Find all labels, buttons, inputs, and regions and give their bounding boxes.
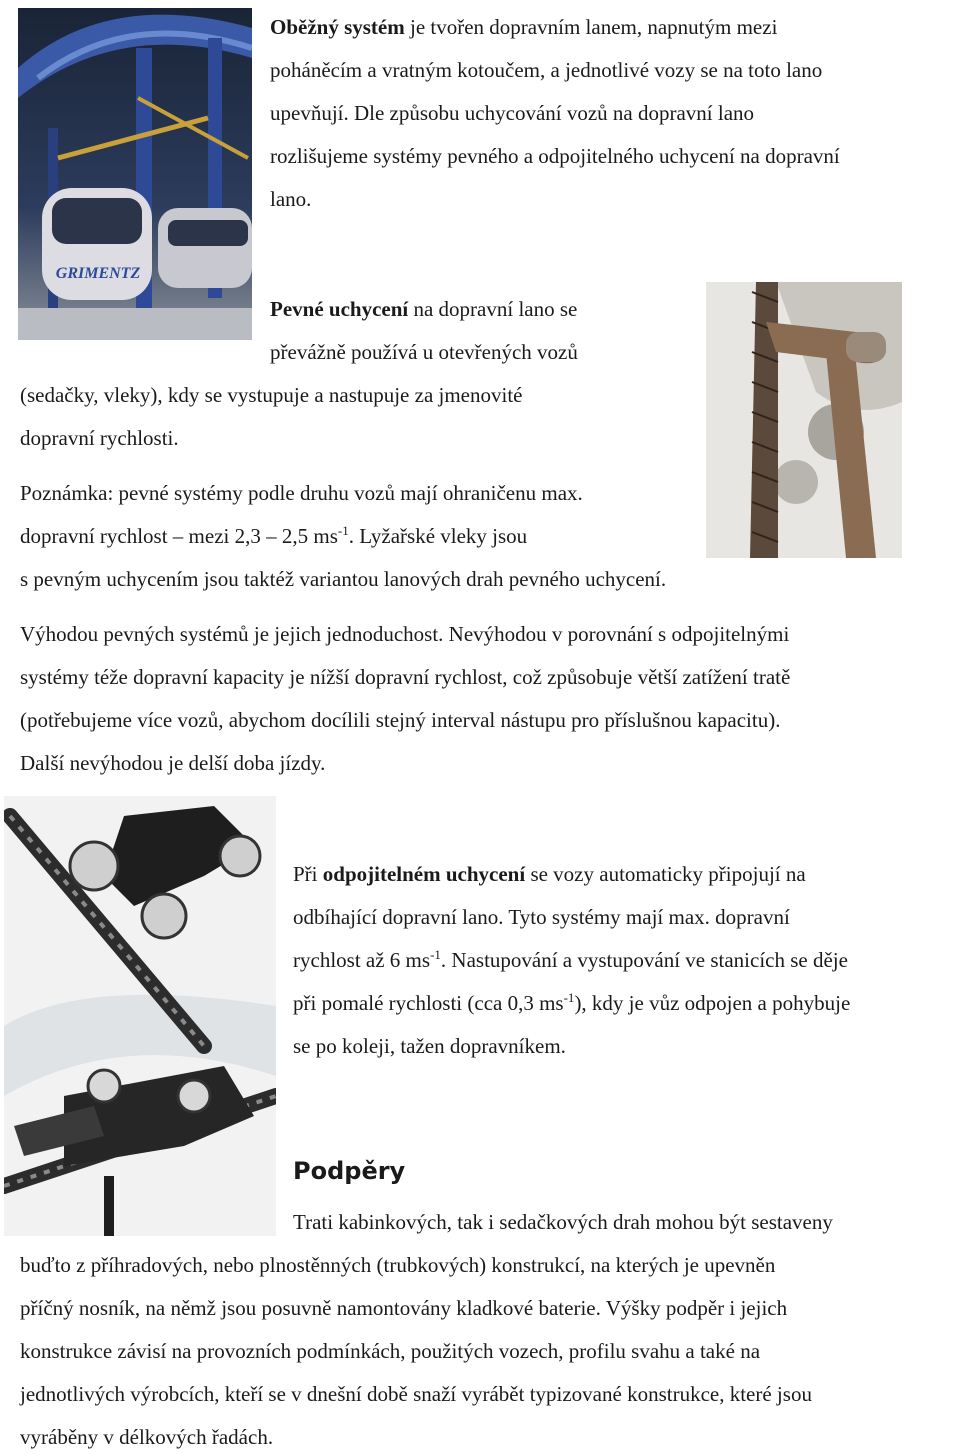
- section5-line2: buďto z příhradových, nebo plnostěnných (trubkových) konstrukcí, na kterých je upevněn: [20, 1253, 776, 1277]
- section2-line3: (sedačky, vleky), kdy se vystupuje a nastupuje za jmenovité: [20, 383, 523, 407]
- section4-line5: se po koleji, tažen dopravníkem.: [293, 1034, 566, 1058]
- fixed-grip-photo: [706, 282, 902, 558]
- section1-line4: rozlišujeme systémy pevného a odpojitelného uchycení na dopravní: [270, 144, 840, 168]
- section5-heading: Podpěry: [293, 1157, 406, 1185]
- detachable-grip-photo: [4, 796, 276, 1236]
- gondola-logo-text: GRIMENTZ: [55, 265, 141, 282]
- section2-line4: dopravní rychlosti.: [20, 426, 179, 450]
- gondola-station-photo: [18, 8, 252, 340]
- section1-line1-rest: je tvořen dopravním lanem, napnutým mezi: [404, 15, 778, 39]
- section5-line6: vyráběny v délkových řadách.: [20, 1425, 274, 1449]
- section2-note-line3: s pevným uchycením jsou taktéž variantou lanových drah pevného uchycení.: [20, 567, 667, 591]
- section4-line2: odbíhající dopravní lano. Tyto systémy mají max. dopravní: [293, 905, 790, 929]
- section4-line4-b: ), kdy je vůz odpojen a pohybuje: [574, 991, 851, 1015]
- section2-line2: převážně používá u otevřených vozů: [270, 340, 578, 364]
- section5-line3: příčný nosník, na němž jsou posuvně namontovány kladkové baterie. Výšky podpěr i jejich: [20, 1296, 788, 1320]
- section4-line1: [293, 861, 806, 887]
- section4-line4-sup: -1: [563, 990, 575, 1005]
- section4-line3: [293, 947, 848, 973]
- section3-line1: Výhodou pevných systémů je jejich jednoduchost. Nevýhodou v porovnání s odpojitelnými: [20, 622, 790, 646]
- section2-note-line2-a: dopravní rychlost – mezi 2,3 – 2,5 ms: [20, 524, 338, 548]
- section2-note-line1: Poznámka: pevné systémy podle druhu vozů mají ohraničenu max.: [20, 481, 583, 505]
- section1-line2: poháněcím a vratným kotoučem, a jednotlivé vozy se na toto lano: [270, 58, 823, 82]
- section3-line3: (potřebujeme více vozů, abychom docílili stejný interval nástupu pro příslušnou kapacitu).: [20, 708, 781, 732]
- section4-line4-a: při pomalé rychlosti (cca 0,3 ms: [293, 991, 564, 1015]
- section4-line4: [293, 990, 850, 1016]
- section3-line4: Další nevýhodou je delší doba jízdy.: [20, 751, 326, 775]
- section1-line3: upevňují. Dle způsobu uchycování vozů na dopravní lano: [270, 101, 755, 125]
- section2-line1: [270, 296, 577, 322]
- section1-lead-bold: Oběžný systém: [270, 15, 405, 39]
- section4-line1-b: se vozy automaticky připojují na: [525, 862, 806, 886]
- section2-note-line2-b: . Lyžařské vleky jsou: [348, 524, 528, 548]
- section2-lead-bold: Pevné uchycení: [270, 297, 409, 321]
- section4-line1-a: Při: [293, 862, 323, 886]
- section4-line3-sup: -1: [430, 947, 441, 962]
- section4-line3-a: rychlost až 6 ms: [293, 948, 431, 972]
- section5-line4: konstrukce závisí na provozních podmínkách, použitých vozech, profilu svahu a také na: [20, 1339, 761, 1363]
- section3-line2: systémy téže dopravní kapacity je nížší dopravní rychlost, což způsobuje větší zatížení tratě: [20, 665, 791, 689]
- section2-line1-rest: na dopravní lano se: [408, 297, 578, 321]
- section1-line1: [270, 14, 777, 40]
- section5-line5: jednotlivých výrobcích, kteří se v dnešní době snaží vyrábět typizované konstrukce, které jsou: [20, 1382, 812, 1406]
- section4-line3-b: . Nastupování a vystupování ve stanicích se děje: [440, 948, 848, 972]
- section5-line1: Trati kabinkových, tak i sedačkových drah mohou být sestaveny: [293, 1210, 833, 1234]
- section4-line1-bold: odpojitelném uchycení: [322, 862, 526, 886]
- section1-line5: lano.: [270, 187, 312, 211]
- section2-note-sup: -1: [337, 523, 349, 538]
- section2-note-line2: [20, 523, 527, 549]
